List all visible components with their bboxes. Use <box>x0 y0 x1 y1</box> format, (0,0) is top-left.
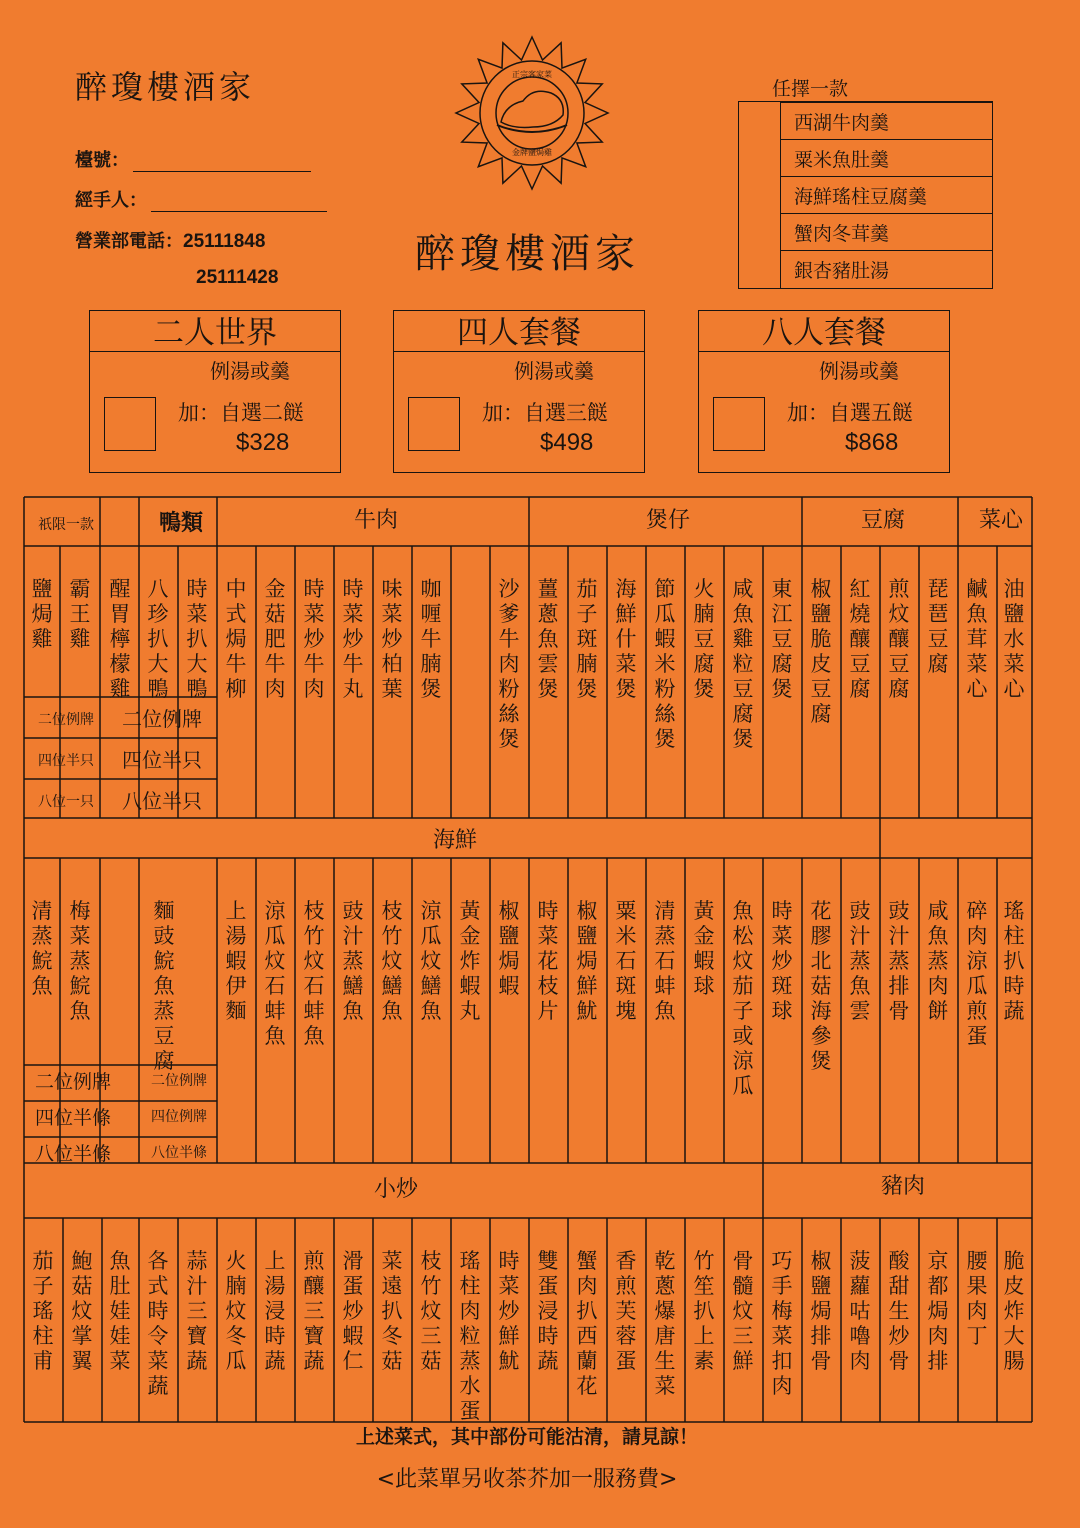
dish-item[interactable]: 雙蛋浸時蔬 <box>537 1249 559 1373</box>
dish-item[interactable]: 魚肚娃娃菜 <box>109 1249 131 1373</box>
dish-item[interactable]: 涼瓜炆石蚌魚 <box>264 899 286 1048</box>
phone-1: 25111848 <box>183 231 266 252</box>
set-menu-subtitle: 例湯或羹 <box>819 359 899 383</box>
dish-item[interactable]: 金菇肥牛肉 <box>264 577 286 701</box>
dish-item[interactable]: 火腩豆腐煲 <box>693 577 715 701</box>
soup-option[interactable]: 粟米魚肚羹 <box>780 139 992 176</box>
logo-top-text: 正宗客家菜 <box>512 70 552 79</box>
set-menu-subtitle: 例湯或羹 <box>514 359 594 383</box>
fish-size-2: 二位例牌 <box>34 1071 112 1093</box>
dish-item[interactable]: 時菜炒牛肉 <box>303 577 325 701</box>
soup-option[interactable]: 蟹肉冬茸羹 <box>780 213 992 250</box>
set-menu-title: 二人世界 <box>90 313 340 352</box>
set-menu-price: $498 <box>540 429 594 456</box>
dish-item[interactable]: 豉汁蒸鱔魚 <box>342 899 364 1023</box>
soup-option[interactable]: 海鮮瑤柱豆腐羹 <box>780 176 992 213</box>
set-menu-add: 加：自選三餸 <box>482 401 608 425</box>
dish-item[interactable]: 味菜炒柏葉 <box>381 577 403 701</box>
tofu-fish-size-2: 二位例牌 <box>151 1073 207 1089</box>
dish-item[interactable]: 椒鹽脆皮豆腐 <box>810 577 832 726</box>
dish-item[interactable]: 茄子瑤柱甫 <box>32 1249 54 1373</box>
duck-size-4: 四位半只 <box>122 748 202 772</box>
dish-item[interactable]: 茄子斑腩煲 <box>576 577 598 701</box>
fish-size-4: 四位半條 <box>34 1107 112 1129</box>
dish-item[interactable]: 鮑菇炆掌翼 <box>71 1249 93 1373</box>
dish-item[interactable]: 蒜汁三寶蔬 <box>186 1249 208 1373</box>
dish-item[interactable]: 薑蔥魚雲煲 <box>537 577 559 701</box>
dish-item[interactable]: 脆皮炸大腸 <box>1003 1249 1025 1373</box>
dish-item[interactable]: 琵琶豆腐 <box>927 577 949 676</box>
dish-item[interactable]: 咖喱牛腩煲 <box>420 577 442 701</box>
soup-option[interactable]: 西湖牛肉羹 <box>780 102 992 139</box>
dish-item[interactable]: 沙爹牛肉粉絲煲 <box>498 577 520 751</box>
set-menu-title: 四人套餐 <box>394 313 644 352</box>
dish-item[interactable]: 節瓜蝦米粉絲煲 <box>654 577 676 751</box>
dish-item[interactable]: 腰果肉丁 <box>966 1249 988 1348</box>
soup-option[interactable]: 銀杏豬肚湯 <box>780 250 992 287</box>
dish-item[interactable]: 火腩炆冬瓜 <box>225 1249 247 1373</box>
phone-2: 25111428 <box>196 267 279 288</box>
dish-item[interactable]: 時菜扒大鴨 <box>186 577 208 701</box>
dish-item[interactable]: 豉汁蒸排骨 <box>888 899 910 1023</box>
dish-item[interactable]: 枝竹炆鱔魚 <box>381 899 403 1023</box>
category-duck: 鴨類 <box>158 511 204 536</box>
dish-item[interactable]: 豉汁蒸魚雲 <box>849 899 871 1023</box>
dish-item[interactable]: 酸甜生炒骨 <box>888 1249 910 1373</box>
dish-item[interactable]: 時菜炒鮮魷 <box>498 1249 520 1373</box>
dish-item[interactable]: 咸魚蒸肉餅 <box>927 899 949 1023</box>
dish-item[interactable]: 京都焗肉排 <box>927 1249 949 1373</box>
logo-bottom-text: 金牌鹽焗雞 <box>512 148 552 157</box>
dish-item[interactable]: 枝竹炆三菇 <box>420 1249 442 1373</box>
dish-item[interactable]: 海鮮什菜煲 <box>615 577 637 701</box>
dish-item[interactable]: 上湯蝦伊麵 <box>225 899 247 1023</box>
dish-item[interactable]: 時菜花枝片 <box>537 899 559 1023</box>
dish-item[interactable]: 油鹽水菜心 <box>1003 577 1025 701</box>
dish-item[interactable]: 中式焗牛柳 <box>225 577 247 701</box>
dish-item[interactable]: 椒鹽焗蝦 <box>498 899 520 998</box>
category-tofu: 豆腐 <box>860 508 906 533</box>
brand-name-center: 醉瓊樓酒家 <box>415 231 640 277</box>
category-choysum: 菜心 <box>978 508 1024 533</box>
category-pork: 豬肉 <box>880 1174 926 1199</box>
dish-item[interactable]: 蟹肉扒西蘭花 <box>576 1249 598 1398</box>
category-seafood: 海鮮 <box>432 828 478 853</box>
dish-item[interactable]: 時菜炒牛丸 <box>342 577 364 701</box>
dish-item[interactable]: 麵豉鯇魚蒸豆腐 <box>153 899 175 1073</box>
category-beef: 牛肉 <box>353 508 399 533</box>
set-menu-add: 加：自選五餸 <box>787 401 913 425</box>
dish-item[interactable]: 椒鹽焗鮮魷 <box>576 899 598 1023</box>
tofu-fish-size-4: 四位例牌 <box>151 1109 207 1125</box>
dish-item[interactable]: 霸王雞 <box>69 577 91 651</box>
chicken-size-4: 四位半只 <box>38 753 94 769</box>
duck-size-2: 二位例牌 <box>122 707 202 731</box>
set-menu-subtitle: 例湯或羹 <box>210 359 290 383</box>
category-stirfry: 小炒 <box>373 1177 419 1202</box>
brand-name: 醉瓊樓酒家 <box>75 68 256 106</box>
dish-item[interactable]: 時菜炒斑球 <box>771 899 793 1023</box>
handler-label: 經手人： <box>75 190 147 211</box>
dish-item[interactable]: 鹹魚茸菜心 <box>966 577 988 701</box>
dish-item[interactable]: 魚松炆茄子或涼瓜 <box>732 899 754 1098</box>
dish-item[interactable]: 滑蛋炒蝦仁 <box>342 1249 364 1373</box>
dish-item[interactable]: 黃金蝦球 <box>693 899 715 998</box>
dish-item[interactable]: 紅燒釀豆腐 <box>849 577 871 701</box>
dish-item[interactable]: 骨髓炆三鮮 <box>732 1249 754 1373</box>
dish-item[interactable]: 瑤柱肉粒蒸水蛋 <box>459 1249 481 1423</box>
chicken-size-2: 二位例牌 <box>38 712 94 728</box>
set-menu-price: $328 <box>236 429 290 456</box>
dish-item[interactable]: 各式時令菜蔬 <box>147 1249 169 1398</box>
category-claypot: 煲仔 <box>645 508 691 533</box>
dish-item[interactable]: 菠蘿咕嚕肉 <box>849 1249 871 1373</box>
dish-item[interactable]: 椒鹽焗排骨 <box>810 1249 832 1373</box>
soup-choice-title: 任擇一款 <box>772 78 849 100</box>
service-charge-notice: <此菜單另收茶芥加一服務費> <box>376 1467 678 1492</box>
dish-item[interactable]: 竹笙扒上素 <box>693 1249 715 1373</box>
dish-item[interactable]: 碎肉涼瓜煎蛋 <box>966 899 988 1048</box>
dish-item[interactable]: 黃金炸蝦丸 <box>459 899 481 1023</box>
dish-item[interactable]: 香煎芙蓉蛋 <box>615 1249 637 1373</box>
dish-item[interactable]: 鹽焗雞 <box>31 577 53 651</box>
sold-out-notice: 上述菜式，其中部份可能沽清，請見諒！ <box>355 1426 698 1448</box>
set-menu-title: 八人套餐 <box>699 313 949 352</box>
dish-item[interactable]: 醒胃檸檬雞 <box>109 577 131 701</box>
dish-item[interactable]: 煎炆釀豆腐 <box>888 577 910 701</box>
dish-item[interactable]: 菜遠扒冬菇 <box>381 1249 403 1373</box>
limit-label: 祇限一款 <box>38 517 94 533</box>
dish-item[interactable]: 乾蔥爆唐生菜 <box>654 1249 676 1398</box>
dish-item[interactable]: 清蒸石蚌魚 <box>654 899 676 1023</box>
dish-item[interactable]: 清蒸鯇魚 <box>31 899 53 998</box>
dish-item[interactable]: 瑤柱扒時蔬 <box>1003 899 1025 1023</box>
table-number-label: 檯號： <box>75 150 129 171</box>
phone-label: 營業部電話： <box>75 231 183 252</box>
dish-item[interactable]: 八珍扒大鴨 <box>147 577 169 701</box>
duck-size-8: 八位半只 <box>122 789 202 813</box>
dish-item[interactable]: 咸魚雞粒豆腐煲 <box>732 577 754 751</box>
dish-item[interactable]: 花膠北菇海參煲 <box>810 899 832 1073</box>
dish-item[interactable]: 枝竹炆石蚌魚 <box>303 899 325 1048</box>
set-menu-add: 加：自選二餸 <box>178 401 304 425</box>
dish-item[interactable]: 煎釀三寶蔬 <box>303 1249 325 1373</box>
dish-item[interactable]: 粟米石斑塊 <box>615 899 637 1023</box>
dish-item[interactable]: 梅菜蒸鯇魚 <box>69 899 91 1023</box>
dish-item[interactable]: 巧手梅菜扣肉 <box>771 1249 793 1398</box>
dish-item[interactable]: 東江豆腐煲 <box>771 577 793 701</box>
fish-size-8: 八位半條 <box>34 1143 112 1165</box>
tofu-fish-size-8: 八位半條 <box>151 1145 207 1161</box>
dish-item[interactable]: 上湯浸時蔬 <box>264 1249 286 1373</box>
set-menu-price: $868 <box>845 429 899 456</box>
chicken-size-8: 八位一只 <box>38 794 94 810</box>
dish-item[interactable]: 涼瓜炆鱔魚 <box>420 899 442 1023</box>
